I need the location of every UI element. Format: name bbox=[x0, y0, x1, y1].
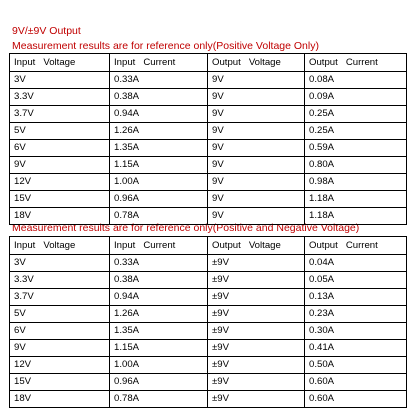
cell-input-current: 0.94A bbox=[110, 289, 208, 306]
cell-input-voltage: 5V bbox=[10, 306, 110, 323]
cell-output-voltage: 9V bbox=[208, 106, 305, 123]
cell-output-voltage: ±9V bbox=[208, 391, 305, 408]
cell-output-voltage: 9V bbox=[208, 191, 305, 208]
cell-output-voltage: ±9V bbox=[208, 357, 305, 374]
header-output-voltage bbox=[208, 54, 305, 72]
table-header-row bbox=[10, 54, 407, 72]
cell-input-voltage: 3.7V bbox=[10, 289, 110, 306]
cell-output-voltage: ±9V bbox=[208, 323, 305, 340]
table-row bbox=[10, 140, 407, 157]
table-row bbox=[10, 72, 407, 89]
page-title: 9V/±9V Output bbox=[12, 25, 81, 37]
cell-output-voltage: 9V bbox=[208, 89, 305, 106]
table-row bbox=[10, 340, 407, 357]
header-input-current bbox=[110, 54, 208, 72]
cell-output-current: 1.18A bbox=[305, 191, 407, 208]
cell-input-current: 0.38A bbox=[110, 272, 208, 289]
cell-output-current: 0.41A bbox=[305, 340, 407, 357]
measurement-table-positive-negative bbox=[9, 236, 407, 408]
table-header-row bbox=[10, 237, 407, 255]
cell-output-voltage: ±9V bbox=[208, 374, 305, 391]
table-row bbox=[10, 174, 407, 191]
cell-input-current: 0.96A bbox=[110, 191, 208, 208]
cell-output-current: 0.05A bbox=[305, 272, 407, 289]
cell-input-current: 0.38A bbox=[110, 89, 208, 106]
cell-input-voltage: 6V bbox=[10, 323, 110, 340]
section-note-positive: Measurement results are for reference only(Positive Voltage Only) bbox=[12, 40, 319, 52]
table-row bbox=[10, 374, 407, 391]
header-output-current bbox=[305, 237, 407, 255]
cell-input-voltage: 3.3V bbox=[10, 89, 110, 106]
cell-input-current: 1.00A bbox=[110, 357, 208, 374]
cell-input-voltage: 15V bbox=[10, 191, 110, 208]
header-output-current bbox=[305, 54, 407, 72]
cell-input-voltage: 15V bbox=[10, 374, 110, 391]
cell-input-current: 1.35A bbox=[110, 140, 208, 157]
cell-output-voltage: ±9V bbox=[208, 272, 305, 289]
header-sublabel: Current bbox=[143, 239, 176, 251]
header-sublabel: Voltage bbox=[43, 56, 76, 68]
header-input-current bbox=[110, 237, 208, 255]
cell-input-current: 1.15A bbox=[110, 340, 208, 357]
cell-input-current: 0.33A bbox=[110, 255, 208, 272]
cell-input-current: 1.00A bbox=[110, 174, 208, 191]
measurement-table-positive bbox=[9, 53, 407, 225]
cell-output-current: 0.98A bbox=[305, 174, 407, 191]
table-row bbox=[10, 106, 407, 123]
cell-output-current: 0.04A bbox=[305, 255, 407, 272]
header-label: Output bbox=[309, 239, 338, 251]
cell-output-current: 0.08A bbox=[305, 72, 407, 89]
cell-input-current: 1.26A bbox=[110, 306, 208, 323]
cell-output-current: 0.80A bbox=[305, 157, 407, 174]
cell-input-voltage: 5V bbox=[10, 123, 110, 140]
cell-output-voltage: 9V bbox=[208, 72, 305, 89]
cell-input-current: 1.35A bbox=[110, 323, 208, 340]
cell-output-voltage: ±9V bbox=[208, 255, 305, 272]
cell-output-voltage: ±9V bbox=[208, 306, 305, 323]
table-row bbox=[10, 272, 407, 289]
table-row bbox=[10, 323, 407, 340]
table-row bbox=[10, 89, 407, 106]
table-row bbox=[10, 289, 407, 306]
cell-output-current: 0.59A bbox=[305, 140, 407, 157]
section-note-positive-negative: Measurement results are for reference only(Positive and Negative Voltage) bbox=[12, 222, 360, 234]
header-label: Input bbox=[14, 56, 36, 68]
table-row bbox=[10, 157, 407, 174]
table-row bbox=[10, 391, 407, 408]
cell-output-current: 0.09A bbox=[305, 89, 407, 106]
table-row bbox=[10, 306, 407, 323]
cell-input-voltage: 3.7V bbox=[10, 106, 110, 123]
cell-input-voltage: 9V bbox=[10, 340, 110, 357]
cell-input-voltage: 18V bbox=[10, 208, 110, 225]
header-sublabel: Current bbox=[345, 56, 378, 68]
cell-input-voltage: 9V bbox=[10, 157, 110, 174]
cell-input-current: 0.96A bbox=[110, 374, 208, 391]
header-input-voltage bbox=[10, 237, 110, 255]
cell-input-voltage: 3V bbox=[10, 255, 110, 272]
table-row bbox=[10, 255, 407, 272]
cell-output-voltage: 9V bbox=[208, 140, 305, 157]
cell-output-voltage: ±9V bbox=[208, 340, 305, 357]
header-sublabel: Voltage bbox=[248, 239, 281, 251]
cell-input-current: 0.78A bbox=[110, 208, 208, 225]
cell-output-current: 0.23A bbox=[305, 306, 407, 323]
header-label: Input bbox=[14, 239, 36, 251]
cell-input-current: 0.78A bbox=[110, 391, 208, 408]
header-sublabel: Current bbox=[345, 239, 378, 251]
cell-output-current: 0.13A bbox=[305, 289, 407, 306]
cell-input-current: 0.94A bbox=[110, 106, 208, 123]
cell-output-voltage: 9V bbox=[208, 157, 305, 174]
cell-input-voltage: 12V bbox=[10, 357, 110, 374]
cell-input-voltage: 6V bbox=[10, 140, 110, 157]
header-sublabel: Voltage bbox=[248, 56, 281, 68]
cell-input-voltage: 18V bbox=[10, 391, 110, 408]
cell-output-voltage: ±9V bbox=[208, 289, 305, 306]
cell-output-voltage: 9V bbox=[208, 123, 305, 140]
header-label: Output bbox=[212, 239, 241, 251]
header-output-voltage bbox=[208, 237, 305, 255]
cell-output-current: 1.18A bbox=[305, 208, 407, 225]
header-label: Output bbox=[212, 56, 241, 68]
table-row bbox=[10, 208, 407, 225]
header-input-voltage bbox=[10, 54, 110, 72]
header-sublabel: Current bbox=[143, 56, 176, 68]
cell-output-current: 0.25A bbox=[305, 106, 407, 123]
cell-input-voltage: 3V bbox=[10, 72, 110, 89]
cell-output-current: 0.50A bbox=[305, 357, 407, 374]
header-label: Input bbox=[114, 239, 136, 251]
cell-input-current: 0.33A bbox=[110, 72, 208, 89]
header-label: Output bbox=[309, 56, 338, 68]
header-sublabel: Voltage bbox=[43, 239, 76, 251]
cell-input-voltage: 3.3V bbox=[10, 272, 110, 289]
cell-output-voltage: 9V bbox=[208, 208, 305, 225]
cell-output-current: 0.60A bbox=[305, 391, 407, 408]
table-row bbox=[10, 123, 407, 140]
cell-output-current: 0.25A bbox=[305, 123, 407, 140]
table-row bbox=[10, 357, 407, 374]
table-row bbox=[10, 191, 407, 208]
cell-input-current: 1.15A bbox=[110, 157, 208, 174]
header-label: Input bbox=[114, 56, 136, 68]
cell-output-voltage: 9V bbox=[208, 174, 305, 191]
cell-input-current: 1.26A bbox=[110, 123, 208, 140]
cell-output-current: 0.60A bbox=[305, 374, 407, 391]
cell-input-voltage: 12V bbox=[10, 174, 110, 191]
cell-output-current: 0.30A bbox=[305, 323, 407, 340]
